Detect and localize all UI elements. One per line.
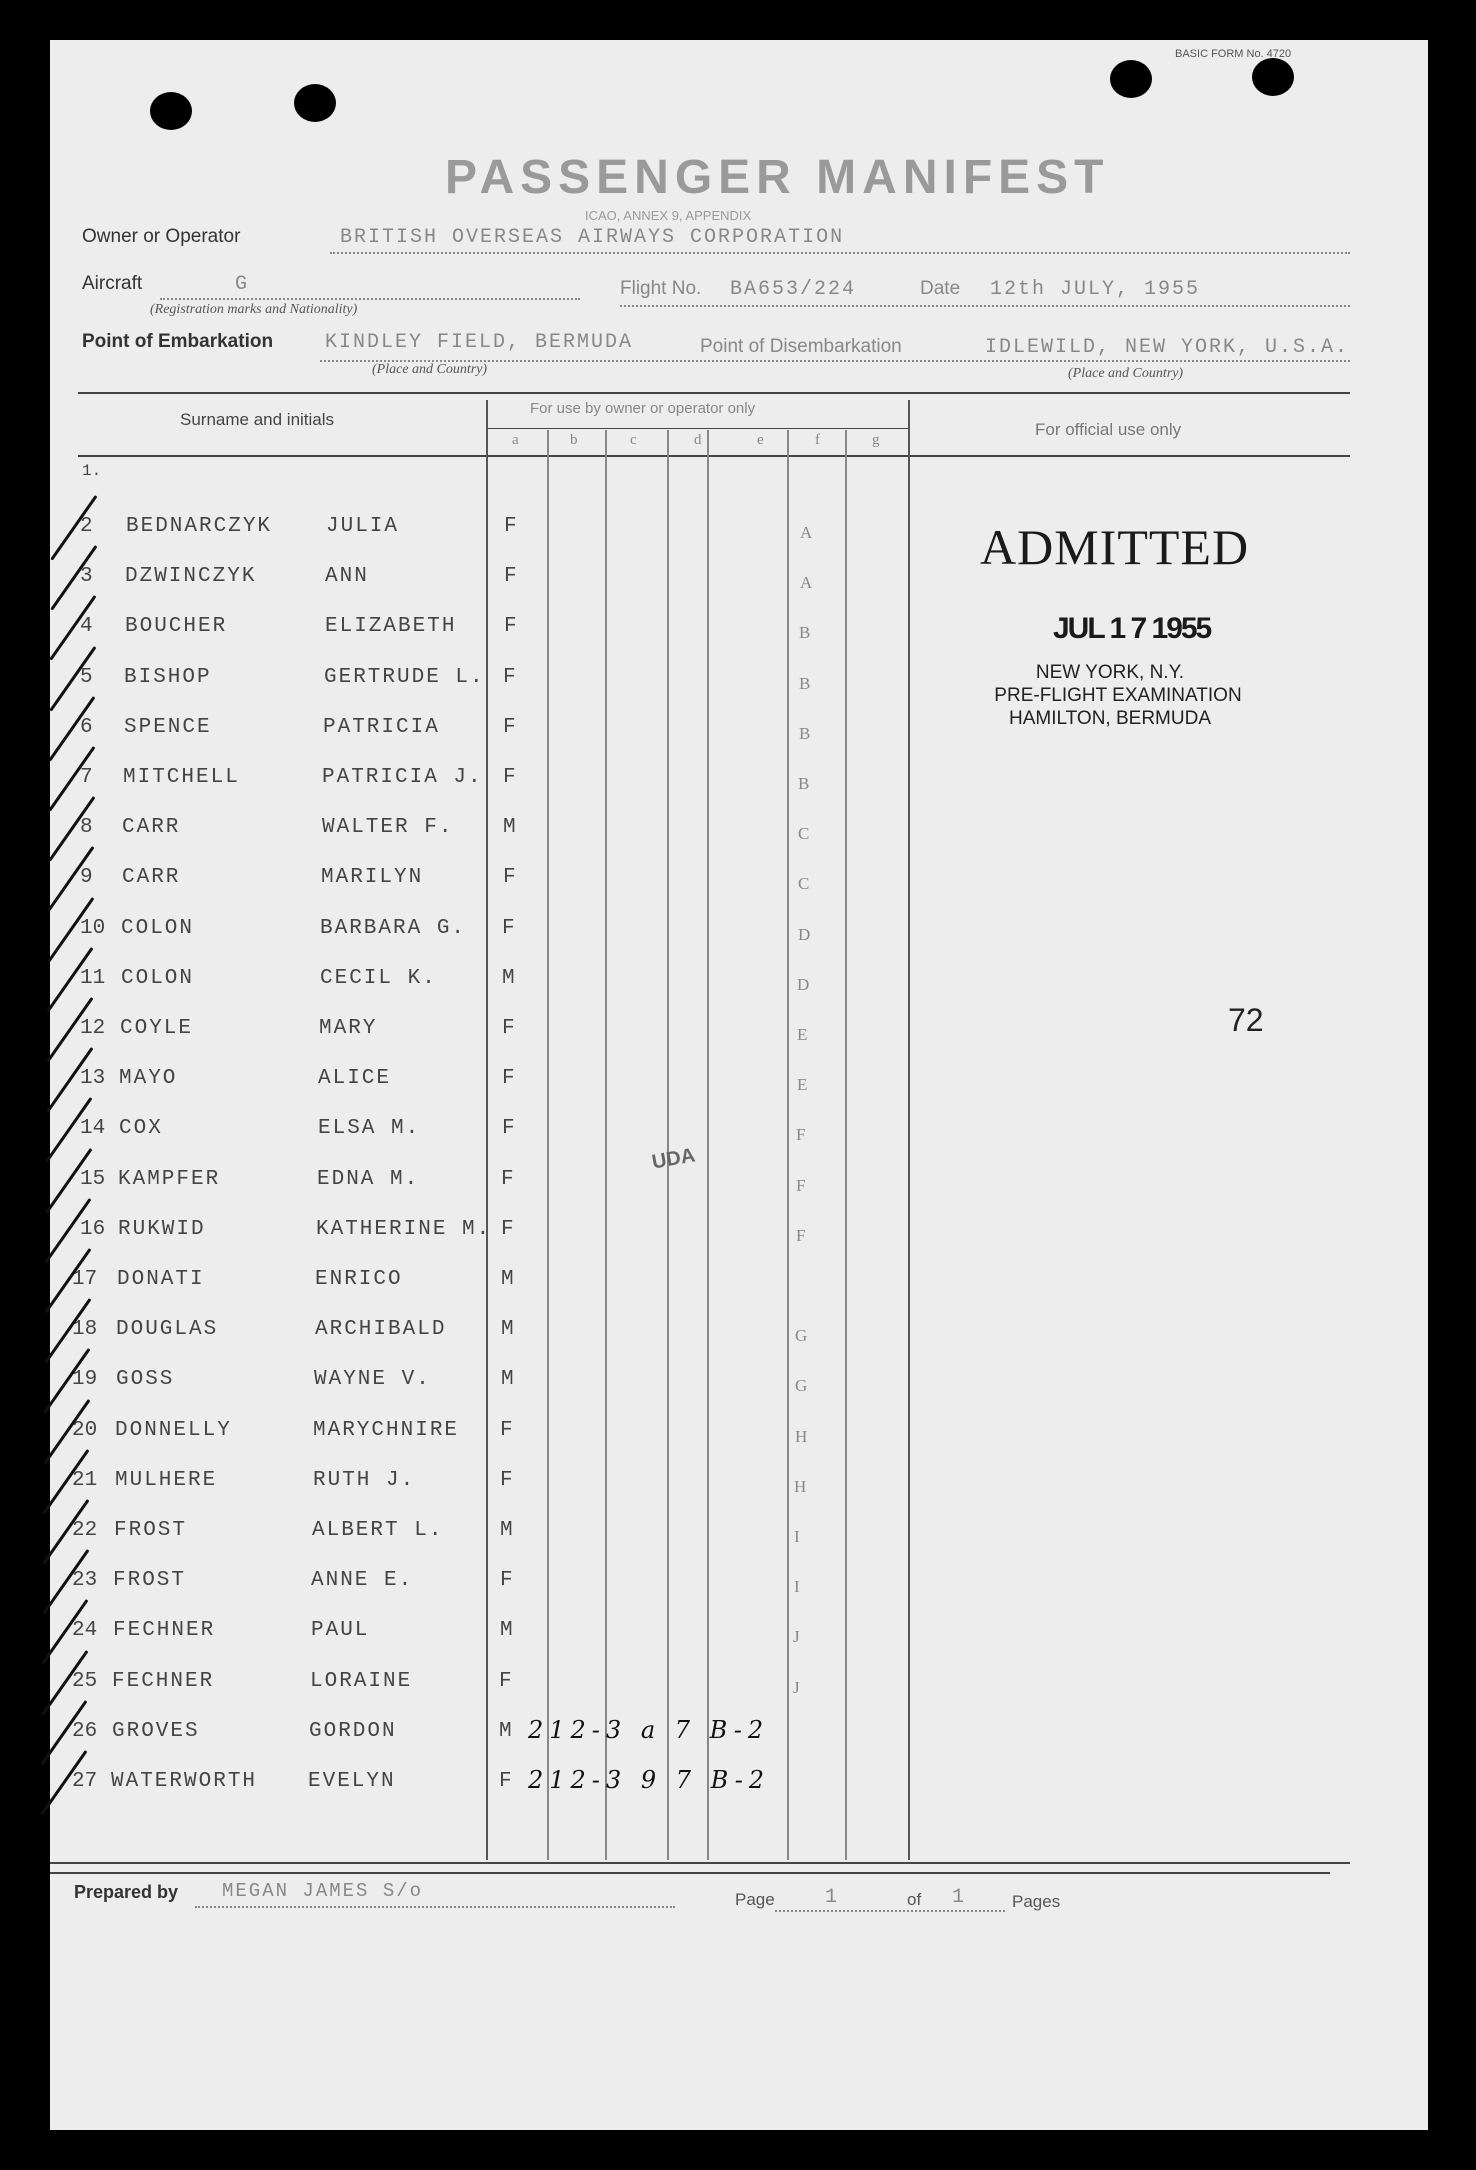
passenger-given-name: JULIA bbox=[326, 515, 400, 538]
owner-label: Owner or Operator bbox=[82, 226, 241, 247]
passenger-surname: MAYO bbox=[119, 1067, 178, 1090]
owner-dotline bbox=[330, 252, 1350, 254]
column-f-code: D bbox=[798, 925, 811, 944]
passenger-given-name: GERTRUDE L. bbox=[324, 666, 485, 689]
footer-rule bbox=[50, 1872, 1330, 1874]
surname-column-header: Surname and initials bbox=[180, 410, 335, 429]
passenger-surname: CARR bbox=[122, 866, 181, 889]
passenger-surname: BISHOP bbox=[124, 666, 212, 689]
passenger-sex: F bbox=[503, 766, 518, 789]
subcol-b: b bbox=[570, 432, 578, 448]
passenger-surname: DZWINCZYK bbox=[125, 565, 257, 588]
column-f-code: I bbox=[794, 1577, 800, 1596]
passenger-sex: F bbox=[502, 1117, 517, 1140]
passenger-given-name: LORAINE bbox=[310, 1670, 413, 1693]
row-number: 5 bbox=[80, 666, 93, 689]
column-f-code: F bbox=[796, 1125, 806, 1144]
passenger-given-name: CECIL K. bbox=[320, 967, 437, 990]
passenger-sex: M bbox=[502, 967, 517, 990]
handwritten-code: 212-3 9 7 B-2 bbox=[528, 1766, 771, 1794]
row-number: 15 bbox=[80, 1168, 106, 1191]
passenger-sex: F bbox=[503, 666, 518, 689]
row-number: 7 bbox=[80, 766, 93, 789]
stray-stamp-text: UDA bbox=[650, 1144, 697, 1174]
subcol-f: f bbox=[815, 432, 820, 448]
column-f-code: B bbox=[799, 674, 811, 693]
passenger-given-name: EVELYN bbox=[308, 1770, 396, 1793]
passenger-sex: F bbox=[499, 1770, 514, 1793]
passenger-sex: F bbox=[504, 615, 519, 638]
passenger-surname: COLON bbox=[121, 967, 195, 990]
handwritten-code: 212-3 a 7 B-2 bbox=[528, 1716, 770, 1744]
passenger-surname: COYLE bbox=[120, 1017, 194, 1040]
table-bottom-rule bbox=[50, 1862, 1350, 1864]
row-number: 20 bbox=[72, 1419, 98, 1442]
col-divider bbox=[605, 430, 607, 1860]
passenger-given-name: PATRICIA J. bbox=[322, 766, 483, 789]
passenger-sex: F bbox=[501, 1218, 516, 1241]
prepared-dotline bbox=[195, 1906, 675, 1908]
embarkation-label: Point of Embarkation bbox=[82, 331, 274, 352]
col-divider bbox=[845, 430, 847, 1860]
column-f-code: E bbox=[797, 1025, 808, 1044]
passenger-sex: M bbox=[500, 1619, 515, 1642]
row-number: 17 bbox=[72, 1268, 98, 1291]
punch-hole bbox=[150, 92, 192, 130]
column-f-code: A bbox=[800, 573, 813, 592]
disembarkation-label: Point of Disembarkation bbox=[700, 336, 902, 357]
passenger-surname: DOUGLAS bbox=[116, 1318, 219, 1341]
passenger-given-name: ANNE E. bbox=[311, 1569, 414, 1592]
passenger-surname: RUKWID bbox=[118, 1218, 206, 1241]
aircraft-dotline bbox=[160, 298, 580, 300]
passenger-given-name: WALTER F. bbox=[322, 816, 454, 839]
row-number: 12 bbox=[80, 1017, 106, 1040]
passenger-given-name: PATRICIA bbox=[323, 716, 440, 739]
annex-reference: ICAO, ANNEX 9, APPENDIX bbox=[585, 208, 752, 223]
page-title: PASSENGER MANIFEST bbox=[445, 151, 1110, 204]
embarkation-value: KINDLEY FIELD, BERMUDA bbox=[325, 331, 634, 354]
passenger-sex: F bbox=[503, 866, 518, 889]
disembarkation-value: IDLEWILD, NEW YORK, U.S.A. bbox=[985, 336, 1350, 359]
passenger-surname: BEDNARCZYK bbox=[126, 515, 273, 538]
row-number: 3 bbox=[80, 565, 93, 588]
passenger-given-name: WAYNE V. bbox=[314, 1368, 431, 1391]
disembarkation-note: (Place and Country) bbox=[1068, 366, 1184, 381]
column-f-code: D bbox=[797, 975, 810, 994]
column-f-code: E bbox=[797, 1075, 808, 1094]
subcol-a: a bbox=[512, 432, 519, 448]
first-row-number: 1. bbox=[82, 462, 102, 480]
row-number: 4 bbox=[80, 615, 93, 638]
aircraft-label: Aircraft bbox=[82, 273, 143, 294]
column-f-code: G bbox=[795, 1376, 808, 1395]
column-f-code: B bbox=[799, 724, 811, 743]
column-f-code: J bbox=[793, 1678, 800, 1697]
passenger-given-name: KATHERINE M. bbox=[316, 1218, 492, 1241]
passenger-surname: BOUCHER bbox=[125, 615, 228, 638]
passenger-sex: F bbox=[500, 1419, 515, 1442]
row-number: 21 bbox=[72, 1469, 98, 1492]
passenger-sex: M bbox=[503, 816, 518, 839]
row-number: 8 bbox=[80, 816, 93, 839]
passenger-given-name: ENRICO bbox=[315, 1268, 403, 1291]
row-number: 9 bbox=[80, 866, 93, 889]
subcol-d: d bbox=[694, 432, 702, 448]
page-label: Page bbox=[735, 1890, 775, 1909]
row-number: 22 bbox=[72, 1519, 98, 1542]
owner-value: BRITISH OVERSEAS AIRWAYS CORPORATION bbox=[340, 226, 845, 249]
table-top-rule bbox=[78, 392, 1350, 394]
passenger-given-name: ELSA M. bbox=[318, 1117, 421, 1140]
row-number: 10 bbox=[80, 917, 106, 940]
of-value: 1 bbox=[952, 1886, 967, 1909]
passenger-given-name: ANN bbox=[325, 565, 369, 588]
passenger-sex: F bbox=[502, 1067, 517, 1090]
passenger-surname: KAMPFER bbox=[118, 1168, 221, 1191]
passenger-surname: GOSS bbox=[116, 1368, 175, 1391]
row-number: 14 bbox=[80, 1117, 106, 1140]
col-divider bbox=[908, 400, 910, 1860]
passenger-surname: MITCHELL bbox=[123, 766, 240, 789]
row-number: 2 bbox=[80, 515, 93, 538]
flight-value: BA653/224 bbox=[730, 278, 857, 301]
passenger-sex: F bbox=[501, 1168, 516, 1191]
passenger-surname: FECHNER bbox=[113, 1619, 216, 1642]
date-value: 12th JULY, 1955 bbox=[990, 278, 1201, 301]
passenger-surname: GROVES bbox=[112, 1720, 200, 1743]
column-f-code: H bbox=[794, 1477, 807, 1496]
passenger-given-name: MARILYN bbox=[321, 866, 424, 889]
table-header-rule bbox=[78, 455, 1350, 457]
row-number: 23 bbox=[72, 1569, 98, 1592]
stamp-line-3: HAMILTON, BERMUDA bbox=[1009, 708, 1211, 729]
embarkation-note: (Place and Country) bbox=[372, 362, 488, 377]
column-f-code: F bbox=[796, 1176, 806, 1195]
column-f-code: A bbox=[800, 523, 813, 542]
passenger-surname: SPENCE bbox=[124, 716, 212, 739]
punch-hole bbox=[294, 84, 336, 122]
col-divider bbox=[486, 400, 488, 1860]
prepared-by-label: Prepared by bbox=[74, 1882, 179, 1902]
row-number: 18 bbox=[72, 1318, 98, 1341]
passenger-surname: COX bbox=[119, 1117, 163, 1140]
passenger-given-name: ELIZABETH bbox=[325, 615, 457, 638]
passenger-surname: COLON bbox=[121, 917, 195, 940]
column-f-code: B bbox=[798, 774, 810, 793]
column-f-code: J bbox=[793, 1627, 800, 1646]
subcol-e: e bbox=[757, 432, 764, 448]
passenger-given-name: ALBERT L. bbox=[312, 1519, 444, 1542]
col-divider bbox=[667, 430, 669, 1860]
stamp-line-1: NEW YORK, N.Y. bbox=[1035, 662, 1185, 683]
column-f-code: C bbox=[798, 874, 810, 893]
owner-column-header: For use by owner or operator only bbox=[530, 400, 756, 417]
passenger-sex: F bbox=[504, 565, 519, 588]
col-divider bbox=[707, 430, 709, 1860]
row-number: 6 bbox=[80, 716, 93, 739]
passenger-sex: F bbox=[503, 716, 518, 739]
passenger-given-name: RUTH J. bbox=[313, 1469, 416, 1492]
admitted-stamp: ADMITTED bbox=[980, 519, 1250, 575]
stamp-line-2: PRE-FLIGHT EXAMINATION bbox=[994, 685, 1242, 706]
column-f-code: F bbox=[796, 1226, 806, 1245]
passenger-given-name: ARCHIBALD bbox=[315, 1318, 447, 1341]
subcol-c: c bbox=[630, 432, 637, 448]
passenger-surname: CARR bbox=[122, 816, 181, 839]
passenger-surname: WATERWORTH bbox=[111, 1770, 258, 1793]
col-divider bbox=[787, 430, 789, 1860]
flight-dotline bbox=[620, 305, 1350, 307]
passenger-sex: F bbox=[504, 515, 519, 538]
passenger-sex: M bbox=[501, 1318, 516, 1341]
passenger-sex: M bbox=[501, 1268, 516, 1291]
flight-label: Flight No. bbox=[620, 278, 702, 299]
passenger-given-name: BARBARA G. bbox=[320, 917, 467, 940]
official-column-header: For official use only bbox=[1035, 420, 1182, 439]
column-f-code: C bbox=[798, 824, 810, 843]
row-number: 11 bbox=[80, 967, 106, 990]
date-label: Date bbox=[920, 278, 961, 299]
column-f-code: G bbox=[795, 1326, 808, 1345]
column-f-code: B bbox=[799, 623, 811, 642]
subheader-rule bbox=[486, 428, 910, 429]
page-dotline bbox=[775, 1910, 1005, 1912]
row-number: 24 bbox=[72, 1619, 98, 1642]
subcol-g: g bbox=[872, 432, 880, 448]
passenger-sex: F bbox=[502, 1017, 517, 1040]
passenger-surname: MULHERE bbox=[115, 1469, 218, 1492]
aircraft-value: G bbox=[235, 273, 250, 296]
passenger-sex: M bbox=[501, 1368, 516, 1391]
passenger-given-name: GORDON bbox=[309, 1720, 397, 1743]
passenger-surname: FROST bbox=[113, 1569, 187, 1592]
passenger-given-name: PAUL bbox=[311, 1619, 370, 1642]
row-number: 16 bbox=[80, 1218, 106, 1241]
passenger-sex: F bbox=[499, 1670, 514, 1693]
column-f-code: I bbox=[794, 1527, 800, 1546]
passenger-given-name: MARYCHNIRE bbox=[313, 1419, 460, 1442]
official-number: 72 bbox=[1228, 1002, 1264, 1038]
passenger-given-name: ALICE bbox=[318, 1067, 392, 1090]
of-label: of bbox=[907, 1890, 922, 1909]
col-divider bbox=[547, 430, 549, 1860]
passenger-sex: F bbox=[500, 1569, 515, 1592]
passenger-sex: M bbox=[499, 1720, 514, 1743]
passenger-sex: M bbox=[500, 1519, 515, 1542]
stamp-date: JUL 1 7 1955 bbox=[1053, 612, 1211, 645]
passenger-surname: DONNELLY bbox=[115, 1419, 232, 1442]
embark-dotline bbox=[320, 360, 1350, 362]
prepared-by-value: MEGAN JAMES S/o bbox=[222, 1880, 424, 1902]
page-value: 1 bbox=[825, 1886, 840, 1909]
passenger-given-name: EDNA M. bbox=[317, 1168, 420, 1191]
punch-hole bbox=[1110, 60, 1152, 98]
column-f-code: H bbox=[795, 1427, 808, 1446]
passenger-sex: F bbox=[502, 917, 517, 940]
passenger-sex: F bbox=[500, 1469, 515, 1492]
row-number: 26 bbox=[72, 1720, 98, 1743]
passenger-surname: FROST bbox=[114, 1519, 188, 1542]
passenger-surname: DONATI bbox=[117, 1268, 205, 1291]
passenger-given-name: MARY bbox=[319, 1017, 378, 1040]
row-number: 13 bbox=[80, 1067, 106, 1090]
registration-note: (Registration marks and Nationality) bbox=[150, 302, 358, 317]
passenger-surname: FECHNER bbox=[112, 1670, 215, 1693]
form-reference: BASIC FORM No. 4720 bbox=[1175, 48, 1292, 60]
row-number: 27 bbox=[72, 1770, 98, 1793]
row-number: 25 bbox=[72, 1670, 98, 1693]
pages-label: Pages bbox=[1012, 1892, 1061, 1911]
punch-hole bbox=[1252, 58, 1294, 96]
row-number: 19 bbox=[72, 1368, 98, 1391]
